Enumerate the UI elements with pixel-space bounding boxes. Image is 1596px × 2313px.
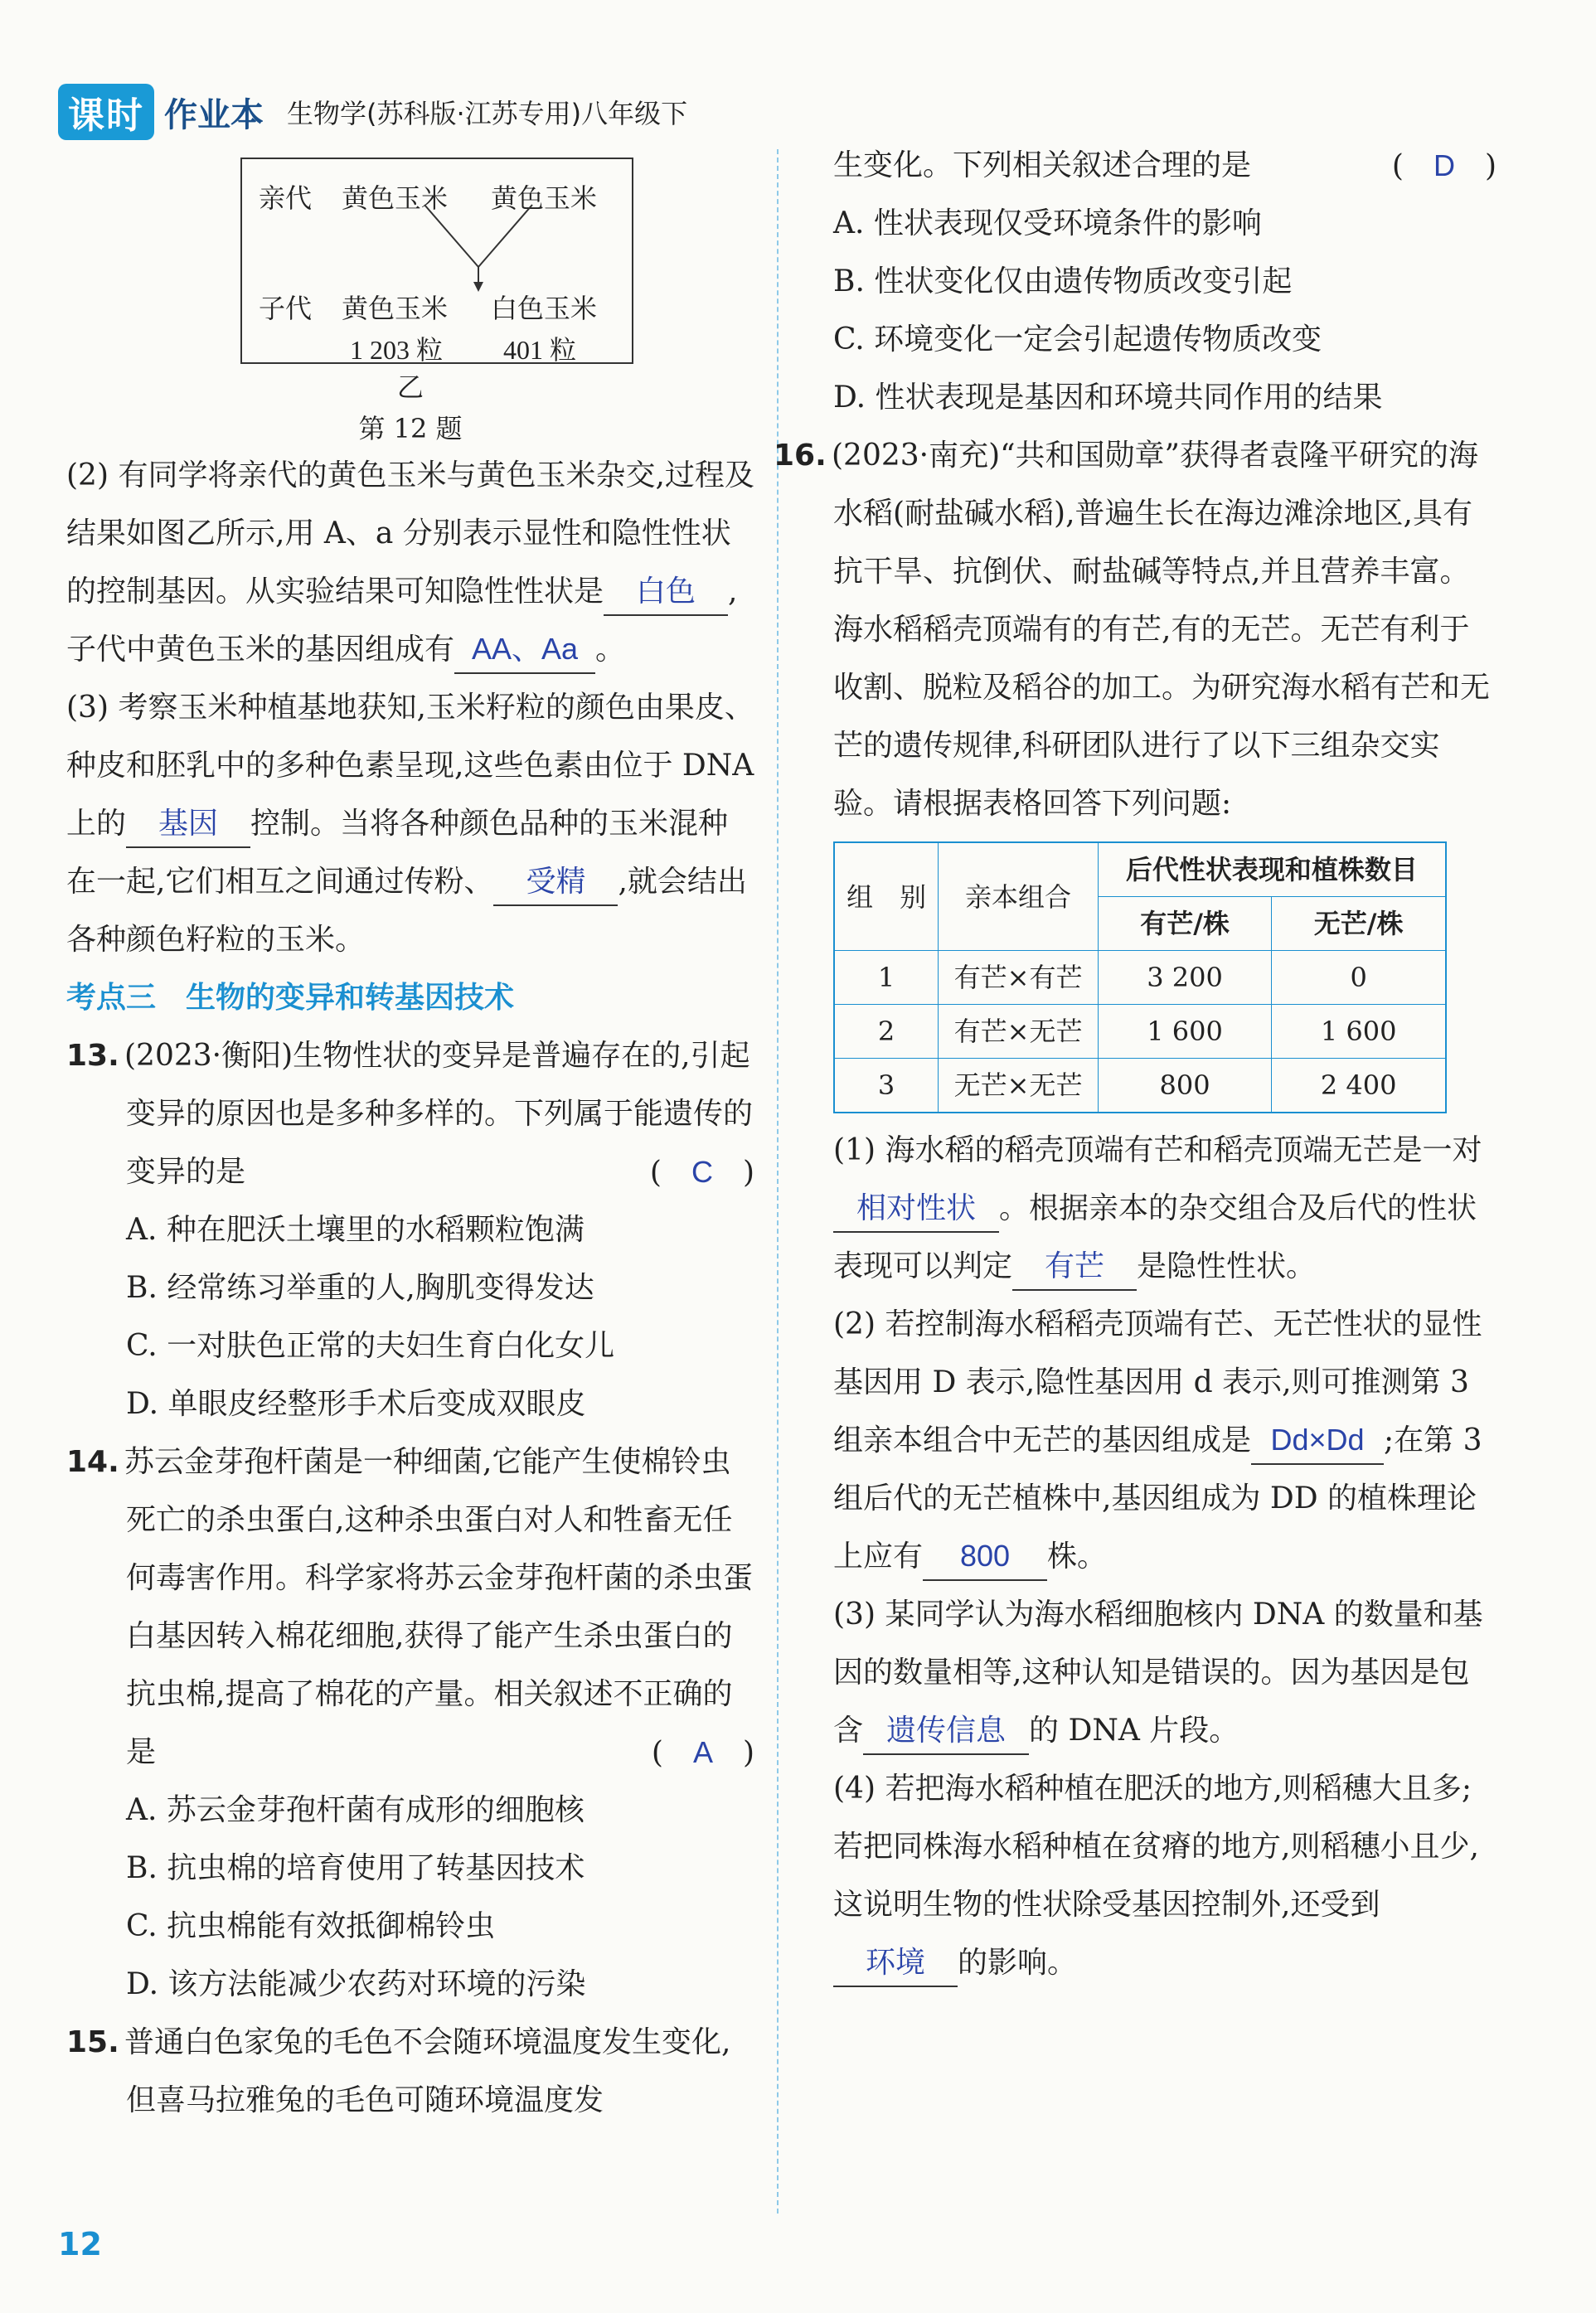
th-parent: 亲本组合 [939,842,1099,951]
q15-stem-a: 普通白色家兔的毛色不会随环境温度发生变化,但喜马拉雅兔的毛色可随环境温度发 [124,2025,731,2117]
book-title: 作业本 [164,95,264,134]
offspring-a: 黄色玉米 [342,293,449,324]
left-column [66,149,754,2130]
q13-answer: ( C ) [649,1155,754,1190]
figure-sub: 乙 [396,371,424,403]
book-logo [58,84,264,140]
q16-part1: (1) 海水稻的稻壳顶端有芒和稻壳顶端无芒是一对相对性状 。根据亲本的杂交组合及后代的性状表现可以判定 有芒 是隐性性状。 [833,1122,1497,1296]
q16-part3: (3) 某同学认为海水稻细胞核内 DNA 的数量和基因的数量相等,这种认知是错误的。因为基因是包含 遗传信息 的 DNA 片段。 [833,1586,1497,1760]
q16-answer-3: Dd×Dd [1251,1417,1384,1465]
q13-option: D. 单眼皮经整形手术后变成双眼皮 [126,1387,586,1421]
count-a: 1 203 粒 [350,335,444,365]
q13-option: C. 一对肤色正常的夫妇生育白化女儿 [126,1329,615,1363]
logo-mark: 课时 [58,84,154,140]
th-group: 组 别 [834,842,939,951]
q16-stem: (2023·南充)“共和国勋章”获得者袁隆平研究的海水稻(耐盐碱水稻),普遍生长在海边滩涂地区,具有抗干旱、抗倒伏、耐盐碱等特点,并且营养丰富。海水稻稻壳顶端有的有芒,有的无芒。无芒有利于收割、脱粒及稻谷的加工。为研究海水稻有芒和无芒的遗传规律,科研团队进行了以下三组杂交实验。请根据表格回答下列问题: [832,439,1491,821]
page-number: 12 [58,2226,102,2262]
parent-label: 亲代 [259,182,313,214]
page-header [58,83,687,141]
parent-b: 黄色玉米 [491,182,598,214]
th-noawn: 无芒/株 [1272,897,1446,951]
q13-option: B. 经常练习举重的人,胸肌变得发达 [126,1271,594,1305]
q16-part2: (2) 若控制海水稻稻壳顶端有芒、无芒性状的显性基因用 D 表示,隐性基因用 d 表示,则可推测第 3 组亲本组合中无芒的基因组成是 Dd×Dd ;在第 3 组后代的无芒植株中,基因组成为 DD 的植株理论上应有 800 株。 [833,1296,1497,1586]
q12-part3: (3) 考察玉米种植基地获知,玉米籽粒的颜色由果皮、种皮和胚乳中的多种色素呈现,这些色素由位于 DNA 上的 基因 控制。当将各种颜色品种的玉米混种在一起,它们相互之间通过传粉、 受精 ,就会结出各种颜色籽粒的玉米。 [66,691,754,957]
section-heading: 考点三 生物的变异和转基因技术 [66,981,515,1015]
q16-answer-1: 相对性状 [833,1185,999,1233]
q13-option: A. 种在肥沃土壤里的水稻颗粒饱满 [126,1213,585,1247]
right-column [774,137,1497,1992]
q12-answer-4: 受精 [493,858,618,906]
question-16 [774,427,1497,833]
cross-diagram [240,158,633,364]
q15-stem-continued: 生变化。下列相关叙述合理的是 ( D ) [833,137,1497,195]
subject-title: 生物学(苏科版·江苏专用)八年级下 [287,98,688,129]
th-offspring: 后代性状表现和植株数目 [1098,842,1446,897]
question-15-start [66,2014,754,2130]
offspring-label: 子代 [259,293,313,324]
parent-a: 黄色玉米 [342,182,449,214]
q16-answer-6: 环境 [833,1939,958,1987]
cross-results-table [833,841,1447,1113]
q16-answer-5: 遗传信息 [863,1707,1029,1755]
q13-stem: (2023·衡阳)生物性状的变异是普遍存在的,引起变异的原因也是多种多样的。下列属于能遗传的变异的是 [124,1039,754,1189]
q16-answer-4: 800 [923,1533,1047,1581]
q14-option: C. 抗虫棉能有效抵御棉铃虫 [126,1909,496,1943]
q13-number: 13. [66,1039,119,1073]
table-row: 3 无芒×无芒 800 2 400 [834,1059,1446,1113]
q12-answer-2: AA、Aa [454,626,595,674]
table-row: 1 有芒×有芒 3 200 0 [834,951,1446,1005]
question-13 [66,1027,754,1433]
q14-answer: ( A ) [651,1735,754,1770]
q14-option: B. 抗虫棉的培育使用了转基因技术 [126,1851,585,1885]
q15-option: B. 性状变化仅由遗传物质改变引起 [833,264,1293,298]
q14-option: D. 该方法能减少农药对环境的污染 [126,1967,586,2001]
q15-option: C. 环境变化一定会引起遗传物质改变 [833,322,1322,356]
q14-number: 14. [66,1445,119,1479]
figure-caption: 第 12 题 [358,413,463,444]
q12-part2: (2) 有同学将亲代的黄色玉米与黄色玉米杂交,过程及结果如图乙所示,用 A、a 分别表示显性和隐性性状的控制基因。从实验结果可知隐性性状是 白色 ,子代中黄色玉米的基因组成有 AA、Aa 。 [66,447,754,679]
q16-number: 16. [774,439,827,473]
q15-option: D. 性状表现是基因和环境共同作用的结果 [833,381,1383,415]
q15-number: 15. [66,2025,119,2059]
q16-answer-2: 有芒 [1012,1243,1137,1291]
count-b: 401 粒 [503,335,577,365]
q12-answer-3: 基因 [126,800,250,848]
q14-stem: 苏云金芽孢杆菌是一种细菌,它能产生使棉铃虫死亡的杀虫蛋白,这种杀虫蛋白对人和牲畜无任何毒害作用。科学家将苏云金芽孢杆菌的杀虫蛋白基因转入棉花细胞,获得了能产生杀虫蛋白的抗虫棉,提高了棉花的产量。相关叙述不正确的是 [124,1445,754,1769]
th-awn: 有芒/株 [1098,897,1271,951]
q12-answer-1: 白色 [604,568,728,616]
q14-option: A. 苏云金芽孢杆菌有成形的细胞核 [126,1793,585,1827]
table-row: 2 有芒×无芒 1 600 1 600 [834,1005,1446,1059]
offspring-b: 白色玉米 [491,293,598,324]
question-14 [66,1433,754,2014]
q15-answer: ( D ) [1391,148,1497,183]
q16-part4: (4) 若把海水稻种植在肥沃的地方,则稻穗大且多;若把同株海水稻种植在贫瘠的地方,则稻穗小且少,这说明生物的性状除受基因控制外,还受到环境 的影响。 [833,1760,1497,1992]
q15-option: A. 性状表现仅受环境条件的影响 [833,206,1262,240]
